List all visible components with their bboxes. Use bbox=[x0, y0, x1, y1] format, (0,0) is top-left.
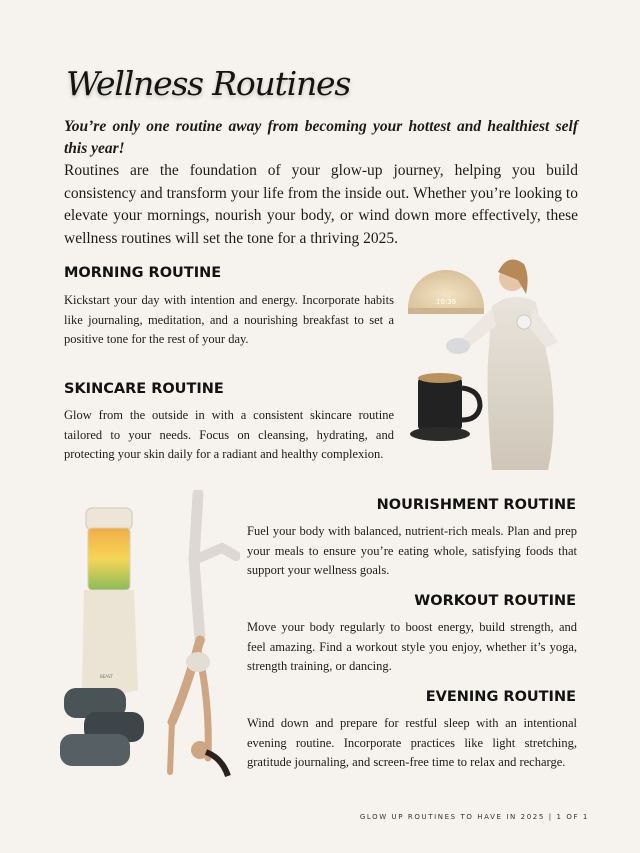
intro-paragraph: Routines are the foundation of your glow-up journey, helping you build consistency and transform your life from the inside out. Whether you’re looking to elevate your mornings, nourish your body, or wind down more effectively, these wellness routines will set the tone for a thriving 2025. bbox=[64, 162, 578, 247]
morning-routine-text: Kickstart your day with intention and energy. Incorporate habits like journaling, meditation, and a nourishing breakfast to set a positive tone for the rest of your day. bbox=[64, 293, 394, 346]
evening-routine-heading: EVENING ROUTINE bbox=[425, 689, 576, 705]
workout-collage-image bbox=[60, 490, 240, 790]
page-title: Wellness Routines bbox=[66, 64, 351, 103]
skincare-routine-text: Glow from the outside in with a consistent skincare routine tailored to your needs. Focus on cleansing, hydrating, and protecting your skin daily for a radiant and healthy complexion. bbox=[64, 408, 394, 461]
evening-routine-text: Wind down and prepare for restful sleep with an intentional evening routine. Incorporate practices like light stretching, gratitude journaling, and screen-free time to relax and recharge. bbox=[247, 716, 577, 769]
workout-routine-text: Move your body regularly to boost energy, build strength, and feel amazing. Find a workout style you enjoy, whether it’s yoga, strength training, or dancing. bbox=[247, 620, 577, 673]
nourishment-routine-heading: NOURISHMENT ROUTINE bbox=[376, 497, 576, 513]
skincare-routine-heading: SKINCARE ROUTINE bbox=[64, 381, 224, 397]
blender-brand-text: BEAST bbox=[100, 674, 113, 679]
workout-routine-heading: WORKOUT ROUTINE bbox=[414, 593, 576, 609]
morning-routine-heading: MORNING ROUTINE bbox=[64, 265, 222, 281]
page-footer: GLOW UP ROUTINES TO HAVE IN 2025 | 1 OF 1 bbox=[359, 813, 589, 821]
lead-statement: You’re only one routine away from becoming your hottest and healthiest self this year! bbox=[64, 118, 578, 157]
nourishment-routine-text: Fuel your body with balanced, nutrient-rich meals. Plan and prep your meals to ensure you’re eating whole, satisfying foods that support your wellness goals. bbox=[247, 524, 577, 577]
clock-time-text: 10:36 bbox=[436, 298, 457, 306]
morning-collage-image bbox=[400, 250, 575, 475]
